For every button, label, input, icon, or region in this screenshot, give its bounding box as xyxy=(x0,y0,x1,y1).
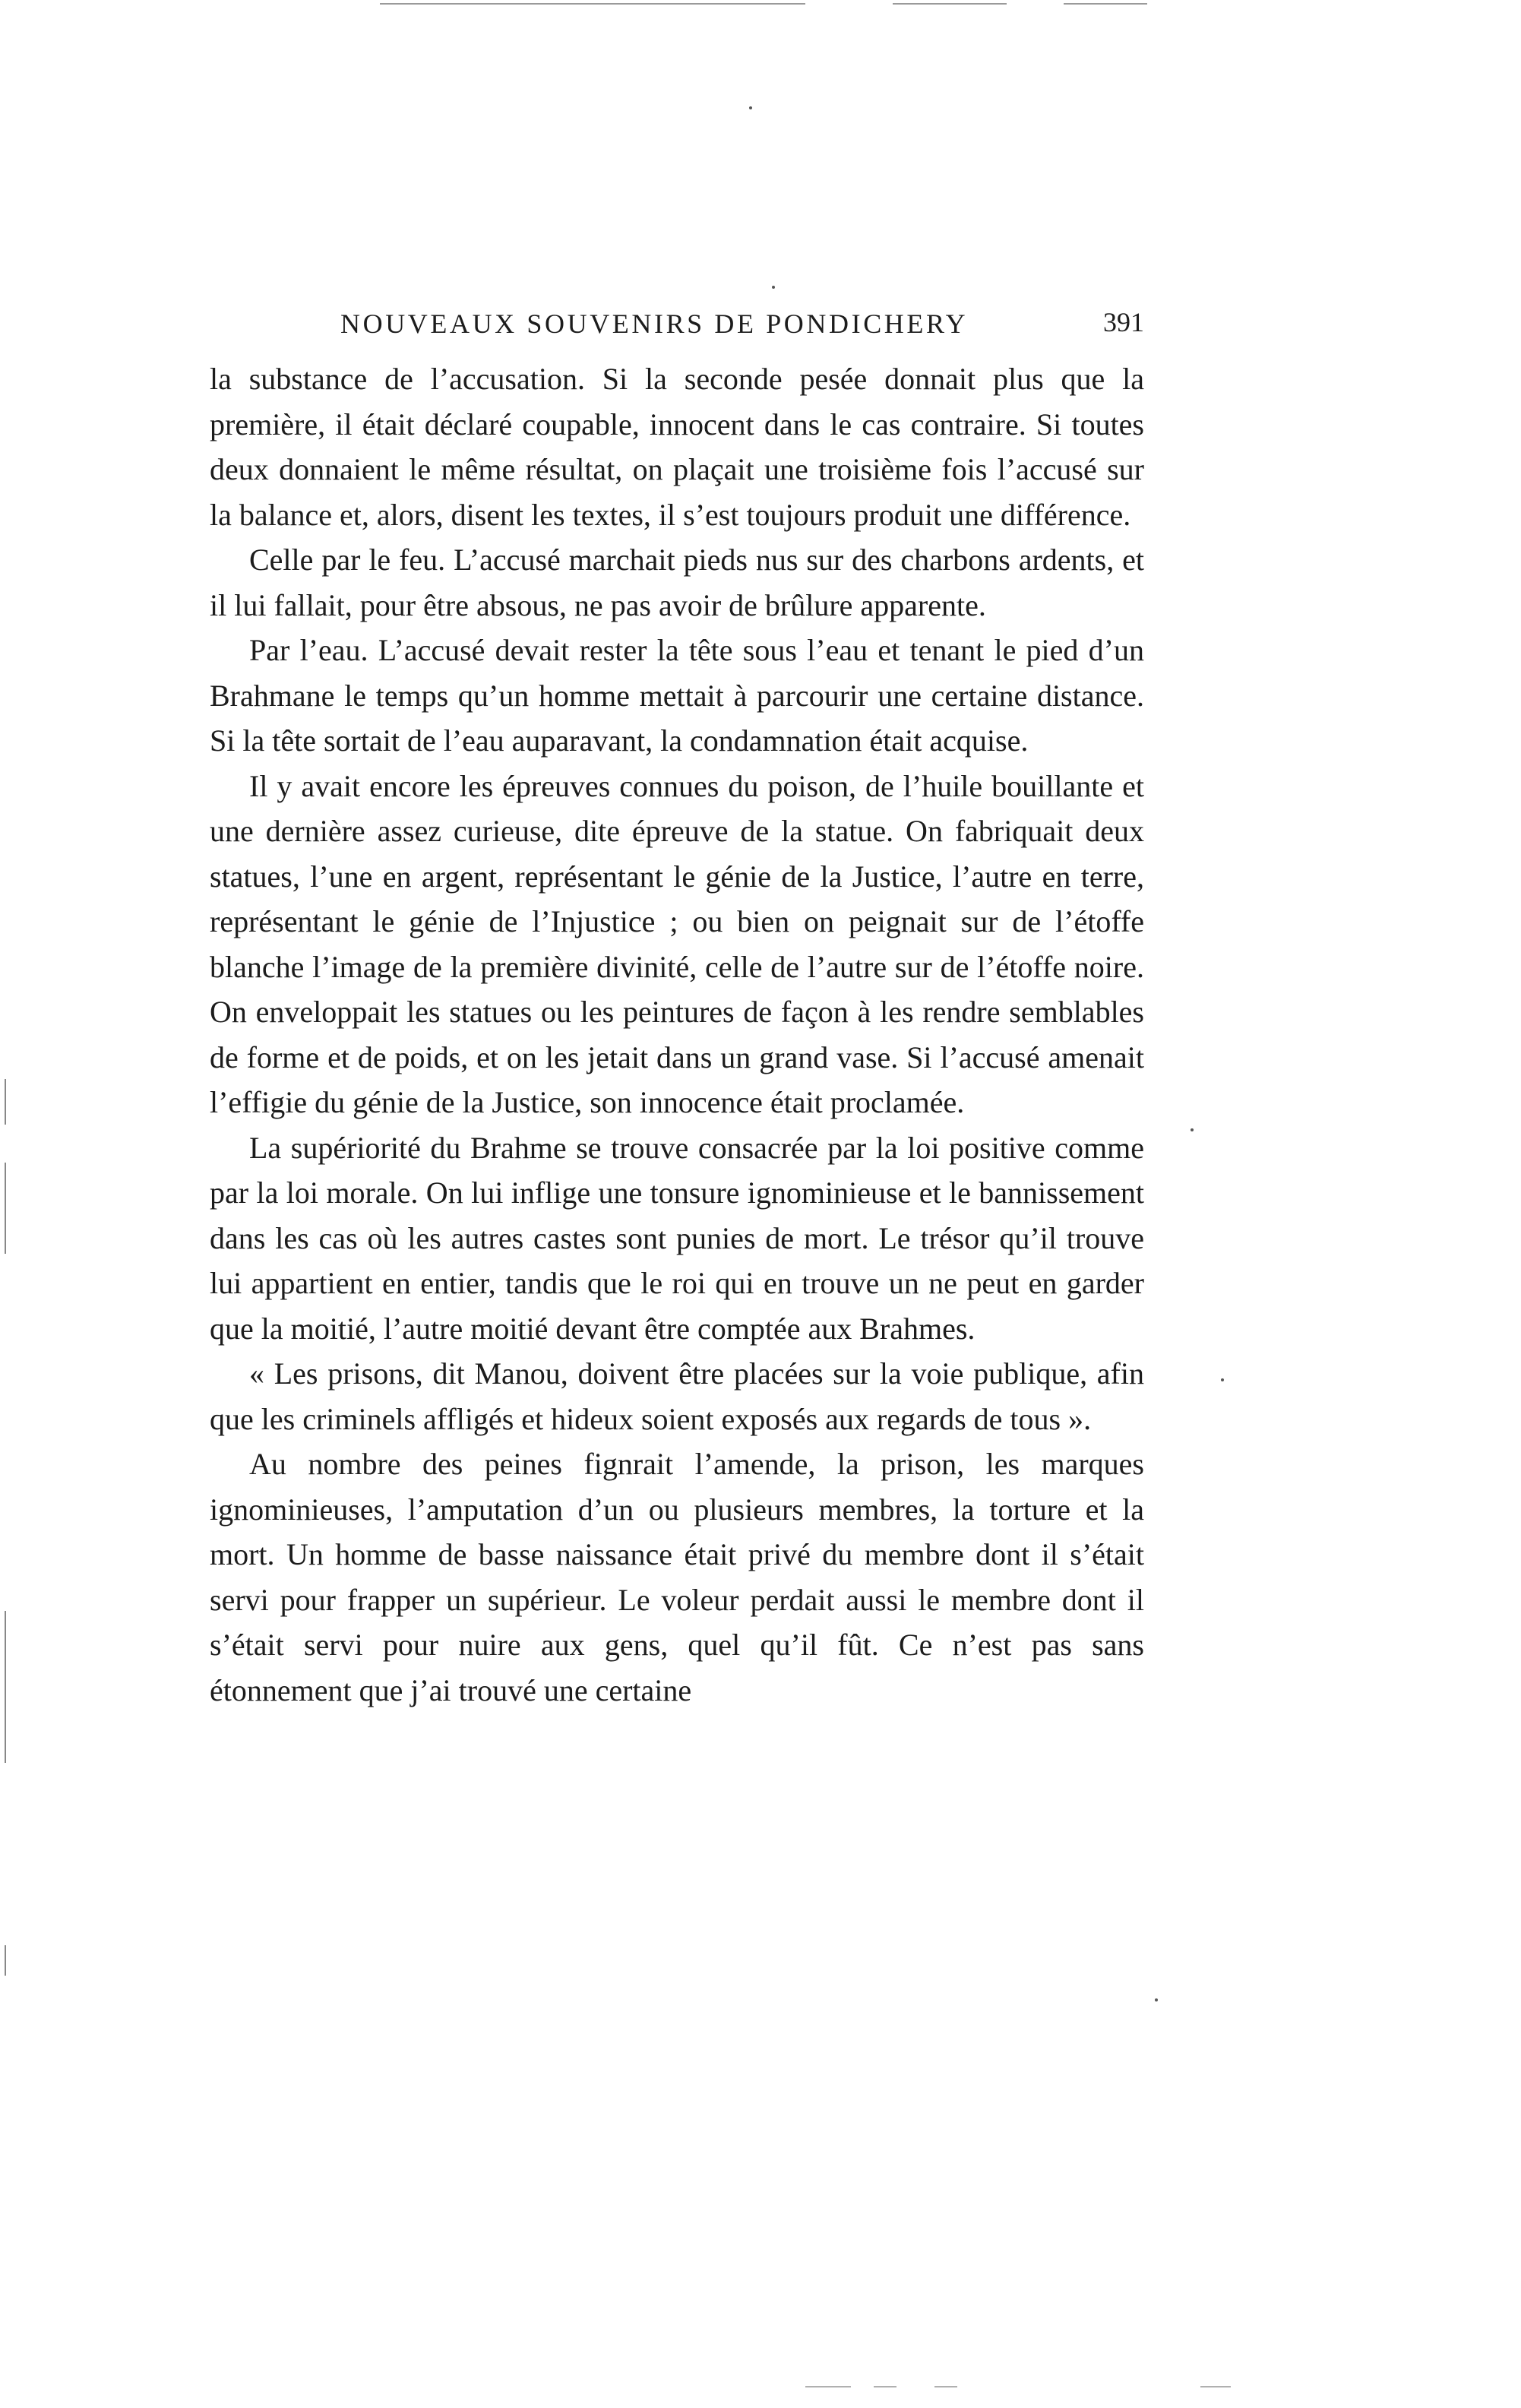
running-title: NOUVEAUX SOUVENIRS DE PONDICHERY xyxy=(340,309,969,339)
page-number: 391 xyxy=(1103,307,1144,337)
scan-bottom-dash xyxy=(1200,2386,1231,2387)
paragraph: Il y avait encore les épreuves connues du poison, de l’huile bouillante et une dernière assez curieuse, dite épreuve de la statue. On fabriquait deux statues, l’une en argent, représentant le génie de la Justice, l’autre en terre, représentant le génie de l’Injustice ; ou bien on peignait sur de l’étoffe blanche l’image de la première divinité, celle de l’autre sur de l’étoffe noire. On enveloppait les statues ou les peintures de façon à les rendre semblables de forme et de poids, et on les jetait dans un grand vase. Si l’accusé amenait l’effigie du génie de la Justice, son innocence était proclamée. xyxy=(210,768,1144,1119)
scan-speck xyxy=(1191,1128,1194,1131)
paragraph: la substance de l’accusation. Si la seconde pesée donnait plus que la première, il était déclaré coupable, innocent dans le cas contraire. Si toutes deux donnaient le même résultat, on plaçait une troisième fois l’accusé sur la balance et, alors, disent les textes, il s’est toujours produit une différence. xyxy=(210,362,1144,532)
scan-edge-mark xyxy=(5,1611,6,1763)
scan-speck xyxy=(1155,1998,1158,2001)
paragraph: La supériorité du Brahme se trouve consacrée par la loi positive comme par la loi morale. On lui inflige une tonsure ignominieuse et le bannissement dans les cas où les autres castes sont punies de mort. Le trésor qu’il trouve lui appartient en entier, tandis que le roi qui en trouve un ne peut en garder que la moitié, l’autre moitié devant être comptée aux Brahmes. xyxy=(210,1130,1144,1346)
body-text xyxy=(210,356,1144,1713)
paragraph: Par l’eau. L’accusé devait rester la tête sous l’eau et tenant le pied d’un Brahmane le temps qu’un homme mettait à parcourir une certaine distance. Si la tête sortait de l’eau auparavant, la condamnation était acquise. xyxy=(210,633,1144,758)
scan-bottom-dash xyxy=(874,2386,896,2387)
scan-speck xyxy=(749,106,752,109)
running-head xyxy=(210,300,1144,346)
scan-top-rule xyxy=(893,3,1007,5)
scan-edge-mark xyxy=(5,1945,6,1976)
scan-top-rule xyxy=(380,3,805,5)
scan-bottom-dash xyxy=(934,2386,957,2387)
paragraph: Au nombre des peines fignrait l’amende, la prison, les marques ignominieuses, l’amputation d’un ou plusieurs membres, la torture et la mort. Un homme de basse naissance était privé du membre dont il s’était servi pour frapper un supérieur. Le voleur perdait aussi le membre dont il s’était servi pour nuire aux gens, quel qu’il fût. Ce n’est pas sans étonnement que j’ai trouvé une certaine xyxy=(210,1447,1144,1707)
scan-edge-mark xyxy=(5,1079,6,1125)
paragraph: Celle par le feu. L’accusé marchait pieds nus sur des charbons ardents, et il lui fallait, pour être absous, ne pas avoir de brûlure apparente. xyxy=(210,543,1144,622)
scan-edge-mark xyxy=(5,1163,6,1254)
scan-speck xyxy=(772,286,775,289)
scan-speck xyxy=(1221,1378,1224,1381)
scan-top-rule xyxy=(1064,3,1147,5)
paragraph: « Les prisons, dit Manou, doivent être placées sur la voie publique, afin que les criminels affligés et hideux soient exposés aux regards de tous ». xyxy=(210,1356,1144,1436)
scan-bottom-dash xyxy=(805,2386,851,2387)
